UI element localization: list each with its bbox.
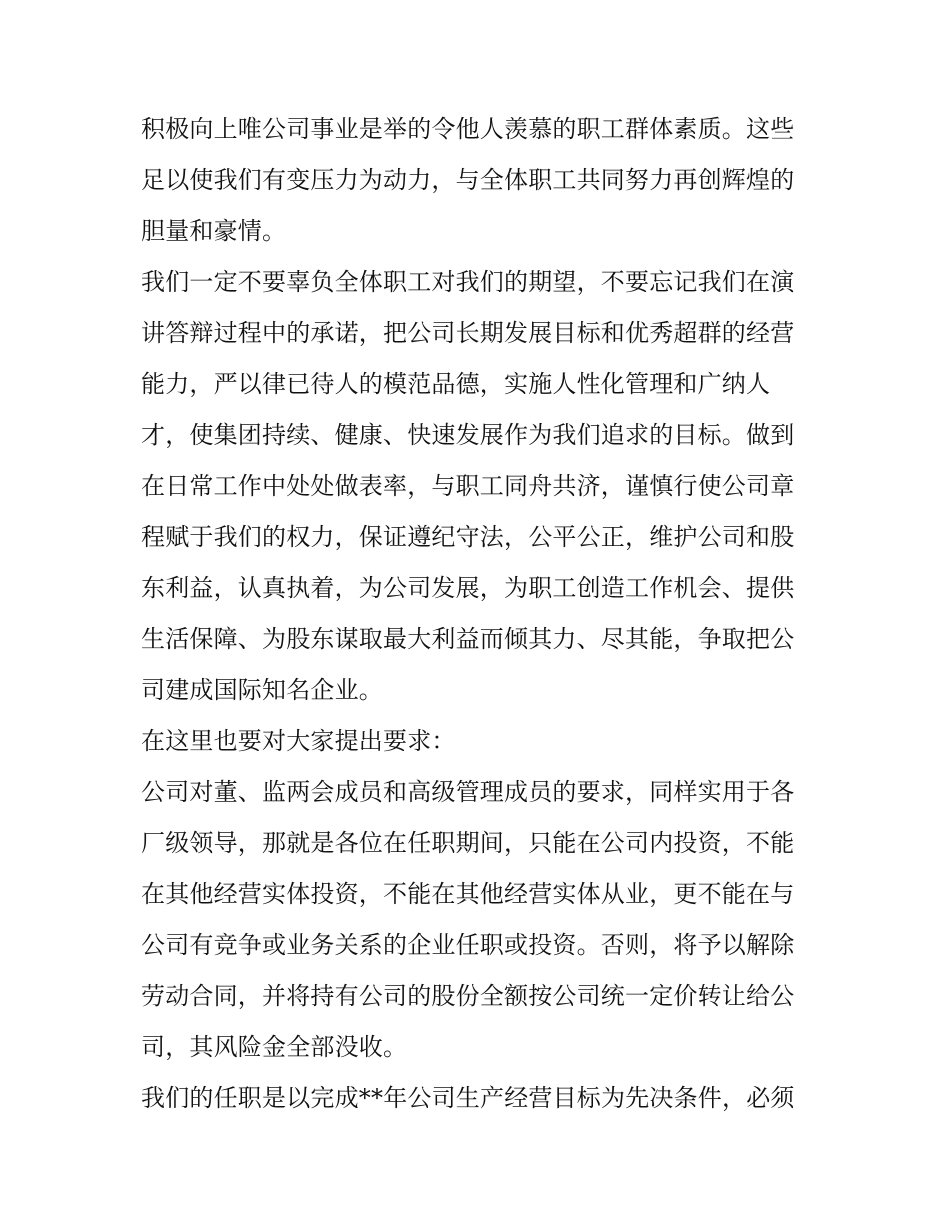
text-line: 公司有竞争或业务关系的企业任职或投资。否则，将予以解除	[141, 931, 795, 959]
text-line: 才，使集团持续、健康、快速发展作为我们追求的目标。做到	[141, 421, 795, 449]
text-line: 在这里也要对大家提出要求：	[141, 727, 456, 755]
text-line: 厂级领导，那就是各位在任职期间，只能在公司内投资，不能	[141, 829, 795, 857]
text-line: 我们的任职是以完成**年公司生产经营目标为先决条件，必须	[141, 1084, 795, 1112]
text-line: 司建成国际知名企业。	[141, 676, 383, 704]
text-line: 劳动合同，并将持有公司的股份全额按公司统一定价转让给公	[141, 982, 795, 1010]
text-line: 积极向上唯公司事业是举的令他人羡慕的职工群体素质。这些	[141, 115, 795, 143]
text-line: 程赋于我们的权力，保证遵纪守法，公平公正，维护公司和股	[141, 523, 795, 551]
text-line: 在日常工作中处处做表率，与职工同舟共济，谨慎行使公司章	[141, 472, 795, 500]
text-line: 东利益，认真执着，为公司发展，为职工创造工作机会、提供	[141, 574, 795, 602]
text-line: 司，其风险金全部没收。	[141, 1033, 408, 1061]
document-body	[141, 104, 811, 1124]
text-line: 公司对董、监两会成员和高级管理成员的要求，同样实用于各	[141, 778, 795, 806]
text-line: 生活保障、为股东谋取最大利益而倾其力、尽其能，争取把公	[141, 625, 795, 653]
text-line: 在其他经营实体投资，不能在其他经营实体从业，更不能在与	[141, 880, 795, 908]
text-line: 能力，严以律已待人的模范品德，实施人性化管理和广纳人	[141, 370, 771, 398]
text-line: 讲答辩过程中的承诺，把公司长期发展目标和优秀超群的经营	[141, 319, 795, 347]
text-line: 我们一定不要辜负全体职工对我们的期望，不要忘记我们在演	[141, 268, 795, 296]
text-line: 胆量和豪情。	[141, 217, 287, 245]
text-line: 足以使我们有变压力为动力，与全体职工共同努力再创辉煌的	[141, 166, 795, 194]
